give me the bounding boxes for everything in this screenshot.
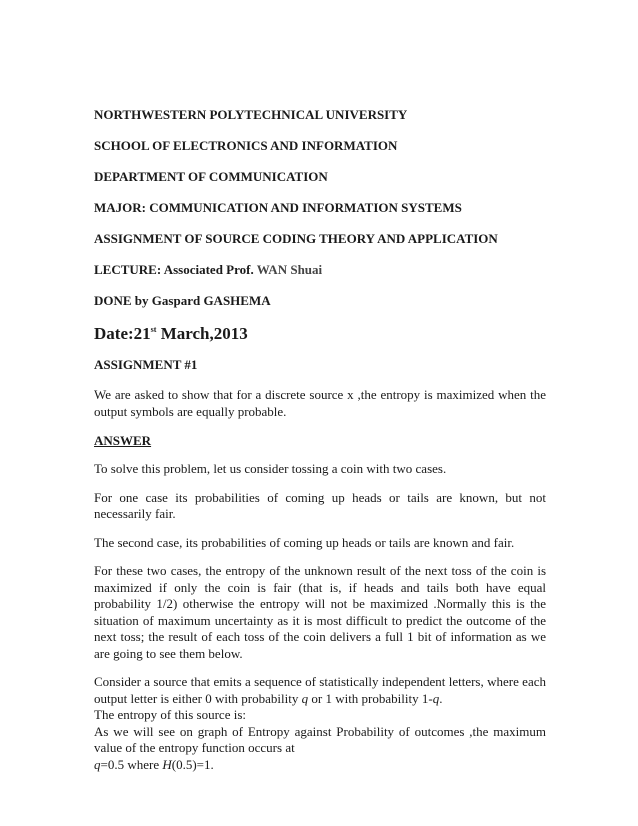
date-suffix: March,2013 [156,324,248,343]
p5-text-c: . [439,690,443,706]
lecture-line [94,261,546,278]
school-line: SCHOOL OF ELECTRONICS AND INFORMATION [94,138,398,153]
done-by-line: DONE by Gaspard GASHEMA [94,293,271,308]
university-line: NORTHWESTERN POLYTECHNICAL UNIVERSITY [94,107,408,122]
answer-paragraph-6: The entropy of this source is: [94,707,246,722]
answer-paragraph-7: As we will see on graph of Entropy against Probability of outcomes ,the maximum value of the entropy function occurs at [94,723,546,755]
p8-h: H [162,756,172,772]
lecture-label: LECTURE: Associated Prof. [94,262,254,277]
department-line: DEPARTMENT OF COMMUNICATION [94,169,328,184]
p5-q: q [301,690,309,706]
date-superscript: st [150,325,157,334]
assignment-of-line: ASSIGNMENT OF SOURCE CODING THEORY AND APPLICATION [94,231,498,246]
date-prefix: Date:21 [94,324,151,343]
p5-text-a: Consider a source that emits a sequence of statistically independent letters, where each output letter is either 0 with probability [94,674,546,706]
answer-paragraph-5 [94,674,546,707]
answer-paragraph-3: The second case, its probabilities of coming up heads or tails are known and fair. [94,534,515,550]
answer-paragraph-1: To solve this problem, let us consider tossing a coin with two cases. [94,461,447,476]
answer-paragraph-2: For one case its probabilities of coming up heads or tails are known, but not necessarily fair. [94,489,546,521]
major-line: MAJOR: COMMUNICATION AND INFORMATION SYSTEMS [94,200,462,215]
assignment-question: We are asked to show that for a discrete source x ,the entropy is maximized when the output symbols are equally probable. [94,387,546,419]
date-line [94,323,546,344]
answer-heading: ANSWER [94,433,152,448]
p8-text-b: (0.5)=1. [171,756,214,772]
p8-text-a: =0.5 where [100,756,163,772]
assignment-title: ASSIGNMENT #1 [94,357,198,372]
p8-q: q [94,756,101,772]
answer-paragraph-8 [94,757,546,774]
document-body [94,106,546,773]
p5-q2: q [432,690,440,706]
lecture-name: WAN Shuai [256,262,323,277]
answer-paragraph-4: For these two cases, the entropy of the unknown result of the next toss of the coin is maximized if only the coin is fair (that is, if heads and tails both have equal probability 1/2) otherwise the entropy will not be maximized .Normally this is the situation of maximum uncertainty as it is most difficult to predict the outcome of the next toss; the result of each toss of the coin delivers a full 1 bit of information as we are going to see them below. [94,563,546,661]
p5-text-b: or 1 with probability 1- [308,690,433,706]
